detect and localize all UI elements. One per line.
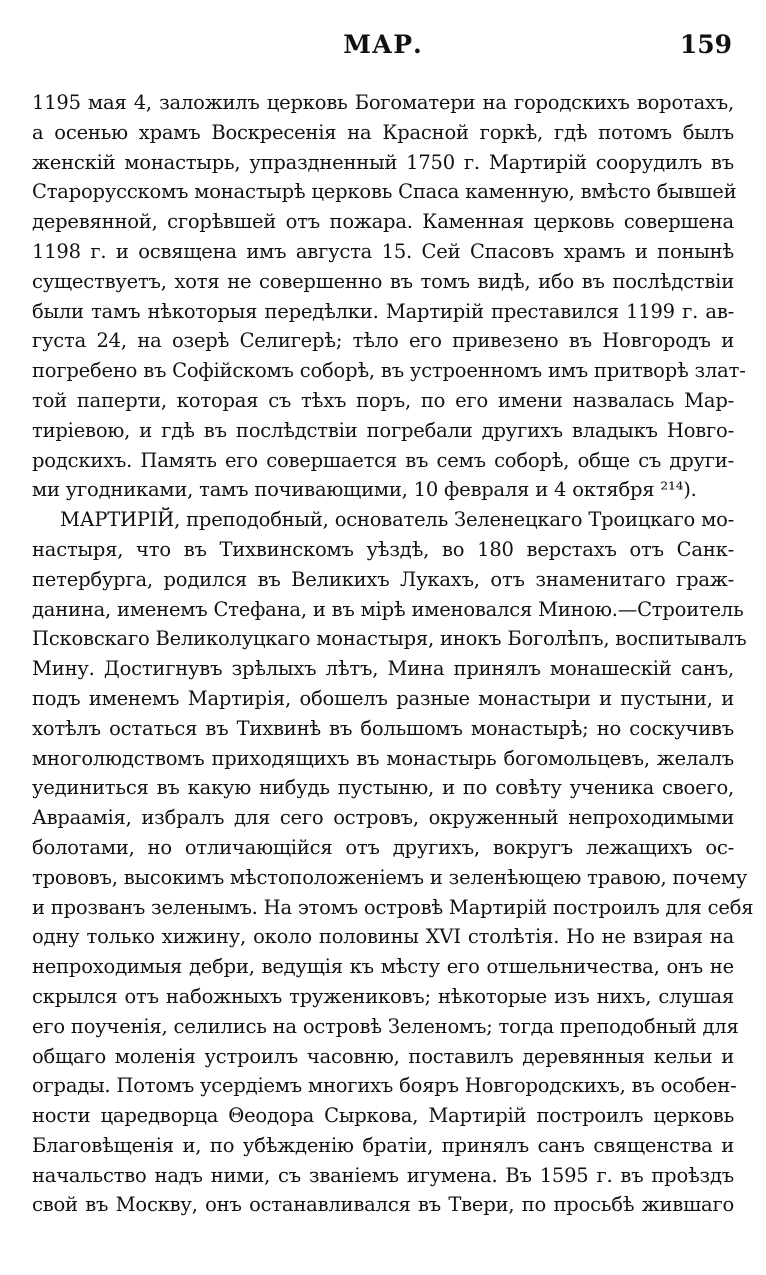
text-line: ности царедворца Θеодора Сыркова, Мартирій построилъ церковь xyxy=(32,1104,734,1128)
running-head xyxy=(34,30,732,66)
text-line: Благовѣщенія и, по убѣжденію братіи, принялъ санъ священства и xyxy=(32,1133,734,1157)
text-line: погребено въ Софійскомъ соборѣ, въ устроенномъ имъ притворѣ злат- xyxy=(32,359,746,383)
text-line: трововъ, высокимъ мѣстоположеніемъ и зеленѣющею травою, почему xyxy=(32,865,748,889)
text-line: многолюдствомъ приходящихъ въ монастырь богомольцевъ, желалъ xyxy=(32,746,734,770)
text-line: были тамъ нѣкоторыя передѣлки. Мартирій преставился 1199 г. ав- xyxy=(32,299,734,323)
text-line: скрылся отъ набожныхъ тружениковъ; нѣкоторые изъ нихъ, слушая xyxy=(32,984,734,1008)
text-line: ограды. Потомъ усердіемъ многихъ бояръ Новгородскихъ, въ особен- xyxy=(32,1074,737,1098)
text-line: 1195 мая 4, заложилъ церковь Богоматери на городскихъ воротахъ, xyxy=(32,91,734,114)
text-line: настыря, что въ Тихвинскомъ уѣздѣ, во 180 верстахъ отъ Санк- xyxy=(32,537,734,561)
text-line: свой въ Москву, онъ останавливался въ Твери, по просьбѣ жившаго xyxy=(32,1193,734,1217)
text-line: Старорусскомъ монастырѣ церковь Спаса каменную, вмѣсто бывшей xyxy=(32,180,737,204)
text-line: уединиться въ какую нибудь пустыню, и по совѣту ученика своего, xyxy=(32,776,734,800)
text-line: 1198 г. и освящена имъ августа 15. Сей Спасовъ храмъ и понынѣ xyxy=(32,239,734,263)
text-line: и прозванъ зеленымъ. На этомъ островѣ Мартирій построилъ для себя xyxy=(32,895,754,919)
text-line: существуетъ, хотя не совершенно въ томъ видѣ, ибо въ послѣдствіи xyxy=(32,269,734,293)
text-line: петербурга, родился въ Великихъ Лукахъ, отъ знаменитаго граж- xyxy=(32,567,734,591)
text-line: густа 24, на озерѣ Селигерѣ; тѣло его привезено въ Новгородъ и xyxy=(32,329,734,353)
text-line: той паперти, которая съ тѣхъ поръ, по его имени назвалась Мар- xyxy=(32,388,734,412)
text-line: родскихъ. Память его совершается въ семъ соборѣ, обще съ други- xyxy=(32,448,734,472)
text-line: Мину. Достигнувъ зрѣлыхъ лѣтъ, Мина принялъ монашескій санъ, xyxy=(32,657,734,681)
text-line: Псковскаго Великолуцкаго монастыря, инокъ Боголѣпъ, воспитывалъ xyxy=(32,627,747,651)
text-line: Авраамія, избралъ для сего островъ, окруженный непроходимыми xyxy=(32,806,734,830)
text-line: его поученія, селились на островѣ Зеленомъ; тогда преподобный для xyxy=(32,1014,739,1038)
text-line: начальство надъ ними, съ званіемъ игумена. Въ 1595 г. въ проѣздъ xyxy=(32,1163,734,1187)
text-line: болотами, но отличающійся отъ другихъ, вокругъ лежащихъ ос- xyxy=(32,835,734,859)
text-line: хотѣлъ остаться въ Тихвинѣ въ большомъ монастырѣ; но соскучивъ xyxy=(32,716,734,740)
page-number: 159 xyxy=(679,30,732,59)
text-line: ми угодниками, тамъ почивающими, 10 февраля и 4 октября ²¹⁴). xyxy=(32,478,697,502)
text-line: общаго моленія устроилъ часовню, поставилъ деревянныя кельи и xyxy=(32,1044,734,1068)
text-line: одну только хижину, около половины XVI столѣтія. Но не взирая на xyxy=(32,925,734,949)
text-line: подъ именемъ Мартирія, обошелъ разные монастыри и пустыни, и xyxy=(32,686,734,710)
page-title: МАР. xyxy=(343,30,423,59)
text-line: а осенью храмъ Воскресенія на Красной горкѣ, гдѣ потомъ былъ xyxy=(32,120,734,144)
text-line: женскій монастырь, упраздненный 1750 г. Мартирій соорудилъ въ xyxy=(32,150,734,174)
text-line: непроходимыя дебри, ведущія къ мѣсту его отшельничества, онъ не xyxy=(32,955,734,979)
text-line: данина, именемъ Стефана, и въ мірѣ именовался Миною.—Строитель xyxy=(32,597,744,621)
entry-start-line: МАРТИРІЙ, преподобный, основатель Зеленецкаго Троицкаго мо- xyxy=(60,508,734,532)
text-line: тиріевою, и гдѣ въ послѣдствіи погребали другихъ владыкъ Новго- xyxy=(32,418,734,442)
body-text xyxy=(32,88,754,1220)
text-line: деревянной, сгорѣвшей отъ пожара. Каменная церковь совершена xyxy=(32,210,734,234)
